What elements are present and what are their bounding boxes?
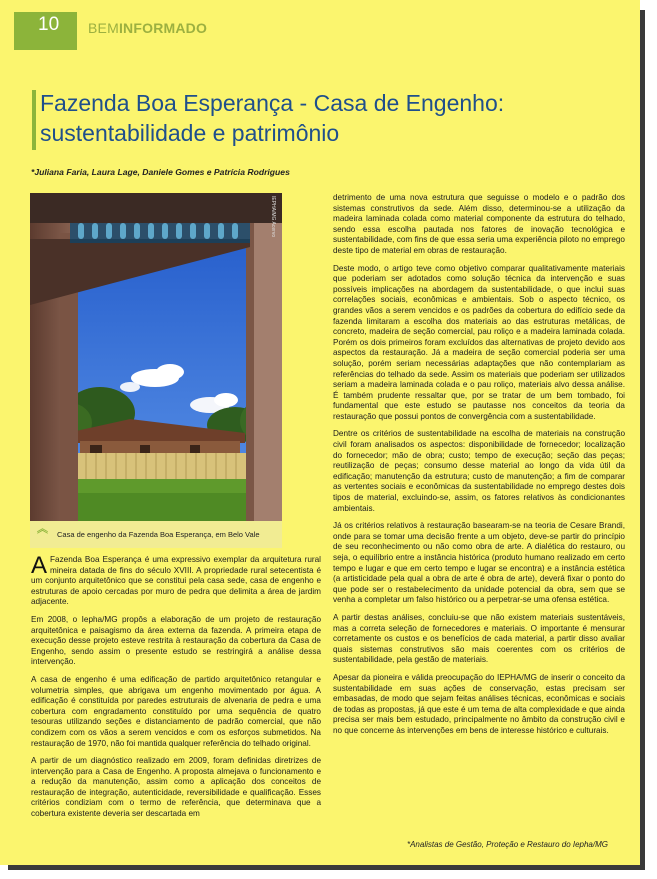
article-title-line-2: sustentabilidade e patrimônio [40,120,340,146]
article-paragraph: Apesar da pioneira e válida preocupação do IEPHA/MG de inserir o conceito da sustentabilidade em suas ações de conservação, estas precisam ser embasadas, de modo que sejam feitas análises técnicas, econômicas e sociais de todas as propostas, já que este é um tema de alta complexidade e que ainda precisa ser mais bem estudado, principalmente no âmbito da construção civil e no que concerne às intervenções em bens de interesse histórico e culturais. [333,672,625,735]
drop-cap: A [31,552,48,579]
article-paragraph: detrimento de uma nova estrutura que seguisse o modelo e o padrão dos sistemas construtivos da sede. Além disso, determinou-se a utilização da madeira laminada colada como material componente da estrutura do telhado, sendo essa escolha pautada nos fatores de inovação tecnológica e sustentabilidade, com fins de que essa seria uma experiência piloto no emprego deste tipo de material em obras de restauração. [333,193,625,255]
article-paragraph: Deste modo, o artigo teve como objetivo comparar qualitativamente materiais que poderiam ser adotados como solução técnica da intervenção e suas possíveis implicações na abordagem da sustentabilidade, o que inclui suas correlações sociais, econômicas e ambientais. Sob o aspecto técnico, os grandes vãos a serem vencidos e os padrões da cobertura do edifício sede da fazenda limitaram a escolha dos materiais ao das estruturas metálicas, de concreto, madeira de seção comercial, pau roliço e a madeira laminada colada. Porém os dois primeiros foram excluídos das alternativas de projeto devido aos aspectos da restauração. Já a madeira de seção comercial poderia ser uma solução, porém seriam necessárias adaptações que não contemplariam as referências do telhado da sede. Assim os materiais que poderiam ser utilizados seriam a madeira laminada colada e o pau roliço, materiais alvo dessa análise. É também prudente ressaltar que, por se tratar de um bem tombado, foi fundamental que este estudo se pautasse nos conceitos da teoria da restauração que possui pontos de convergência com a sustentabilidade. [333,263,625,421]
page-shadow-bottom [8,865,645,870]
article-photo [30,193,282,521]
article-paragraph: A partir destas análises, concluiu-se que não existem materiais sustentáveis, mas a correta seleção de fornecedores e materiais. O importante é mensurar corretamente os custos e os benefícios de cada material, a partir disso avaliar quais sistemas construtivos são mais coerentes com os critérios de sustentabilidade, pela gestão de materiais. [333,612,625,665]
double-chevron-up-icon: ︽ [37,523,48,535]
article-paragraph [31,552,321,608]
article-paragraph: Em 2008, o Iepha/MG propôs a elaboração de um projeto de restauração arquitetônica e paisagismo da área externa da fazenda. A primeira etapa de execução desse projeto esteve restrita à restauração da cobertura da Casa de Engenho, sendo assim o presente estudo se restringirá a análise dessa intervenção. [31,614,321,667]
article-column-left [31,552,321,827]
article-paragraph: Dentre os critérios de sustentabilidade na escolha de materiais na construção civil foram analisados os aspectos: disponibilidade de fornecedor; localização do fornecedor; mão de obra; custo; tempo de execução; seção das peças; reutilização de peças; consumo desse material ao longo da vida útil da edificação; manutenção da estrutura; custo de manutenção; a fim de comparar as vertentes sociais e econômicas da sustentabilidade no emprego destes dois tipos de material, excluindo-se, assim, os fatores relativos às condicionantes ambientais. [333,429,625,513]
photo-caption: Casa de engenho da Fazenda Boa Esperança, em Belo Vale [57,530,260,539]
section-label [88,20,207,36]
title-accent-bar [32,90,36,150]
article-paragraph: A casa de engenho é uma edificação de partido arquitetônico retangular e volumetria simples, que abrigava um engenho movimentado por água. A edificação é constituída por paredes estruturais de alvenaria de pedra e uma cobertura com engradamento constituído por uma sequência de quatro tesouras utilizando seções e distanciamento de padrão comercial, que não condizem com os vãos a serem vencidos e com os esforços submetidos. Na restauração de 1970, não foi mantida qualquer referência do telhado original. [31,674,321,748]
section-label-suffix: INFORMADO [118,20,208,36]
article-authors: *Juliana Faria, Laura Lage, Daniele Gomes e Patrícia Rodrigues [31,167,290,177]
page-shadow-right [640,10,645,867]
article-title-line-1: Fazenda Boa Esperança - Casa de Engenho: [40,90,505,116]
paragraph-text: Fazenda Boa Esperança é uma expressivo exemplar da arquitetura rural mineira datada de fins do século XVIII. A propriedade rural setecentista é um conjunto arquitetônico que se constitui pela casa sede, casa de engenho e estruturas de apoio cercadas por muro de pedra que delimita a área de jardim adjacente. [31,555,321,607]
article-paragraph: A partir de um diagnóstico realizado em 2009, foram definidas diretrizes de intervenção para a Casa de Engenho. A proposta almejava o funcionamento e a redução da manutenção, assim como a aplicação dos conceitos de restauração de integração, autenticidade, reversibilidade e qualificação. Esses critérios condiziam com o termo de referência, que determinava que a cobertura existente deveria ser descartada em [31,756,321,819]
page-number: 10 [14,12,77,50]
author-footnote: *Analistas de Gestão, Proteção e Restauro do Iepha/MG [406,840,608,849]
article-paragraph: Já os critérios relativos à restauração basearam-se na teoria de Cesare Brandi, onde para se tomar uma decisão frente a um objeto, deve-se partir do princípio de seu reconhecimento ou não como obra de arte. A dialética do restauro, ou seja, o equilíbrio entre a instância histórica (produto humano realizado em certo tempo e lugar e que em certo tempo e lugar se encontra) e a instância estética (a artisticidade pela qual a obra de arte é obra de arte), deverá fixar o ponto do que pode ser o restabelecimento da unidade potencial da obra, sem que se venha a completar um falso histórico ou a perpetrar-se uma ofensa estética. [333,521,625,605]
photo-credit: IEPHA/MG Acervo [270,196,276,238]
article-column-right [333,193,625,744]
section-label-prefix: BEM [88,20,119,36]
